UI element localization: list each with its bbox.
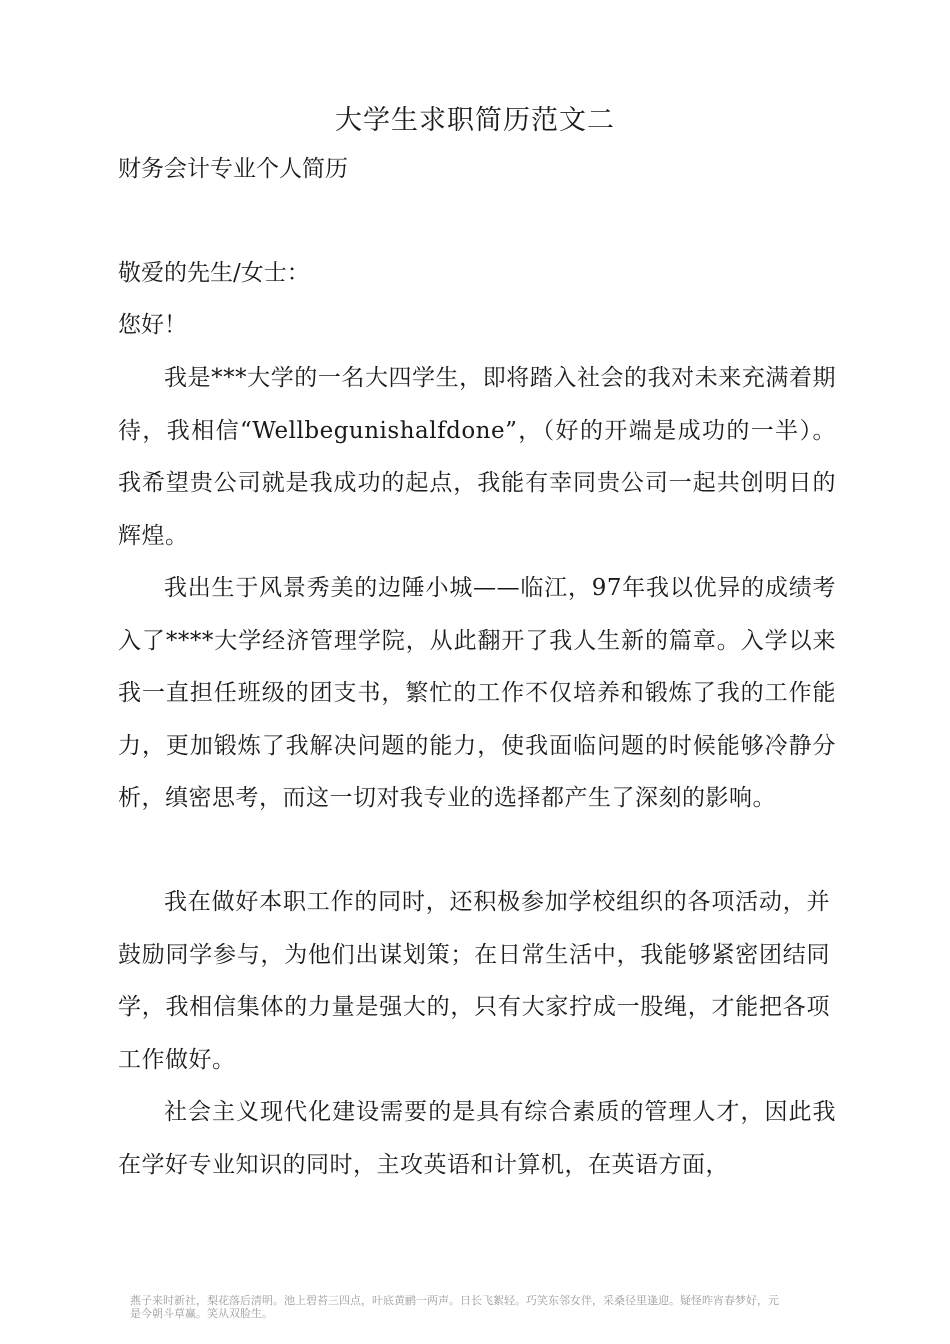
paragraph-skills: 社会主义现代化建设需要的是具有综合素质的管理人才，因此我在学好专业知识的同时，主攻英语和计算机，在英语方面，: [118, 1099, 836, 1178]
footer-note: [130, 1294, 830, 1320]
salutation: 敬爱的先生/女士：: [118, 260, 310, 286]
paragraph-intro: 我是***大学的一名大四学生，即将踏入社会的我对未来充满着期待，我相信“Wellbegunishalfdone”，（好的开端是成功的一半）。我希望贵公司就是我成功的起点，我能有幸同贵公司一起共创明日的辉煌。: [118, 365, 836, 549]
greeting: 您好！: [118, 312, 187, 338]
paragraph-activities: 我在做好本职工作的同时，还积极参加学校组织的各项活动，并鼓励同学参与，为他们出谋划策；在日常生活中，我能够紧密团结同学，我相信集体的力量是强大的，只有大家拧成一股绳，才能把各项工作做好。: [118, 889, 830, 1073]
paragraph-background: 我出生于风景秀美的边陲小城——临江，97年我以优异的成绩考入了****大学经济管理学院，从此翻开了我人生新的篇章。入学以来我一直担任班级的团支书，繁忙的工作不仅培养和锻炼了我的工作能力，更加锻炼了我解决问题的能力，使我面临问题的时候能够冷静分析，缜密思考，而这一切对我专业的选择都产生了深刻的影响。: [118, 575, 836, 811]
footer-line: 是今朝斗草赢。笑从双脸生。: [130, 1307, 273, 1320]
page-subtitle: 财务会计专业个人简历: [118, 156, 348, 182]
footer-line: 燕子来时新社，梨花落后清明。池上碧苔三四点，叶底黄鹂一两声。日长飞絮轻。巧笑东邻女伴，采桑径里逢迎。疑怪昨宵春梦好，元: [130, 1294, 779, 1307]
page-title: 大学生求职简历范文二: [335, 105, 615, 136]
